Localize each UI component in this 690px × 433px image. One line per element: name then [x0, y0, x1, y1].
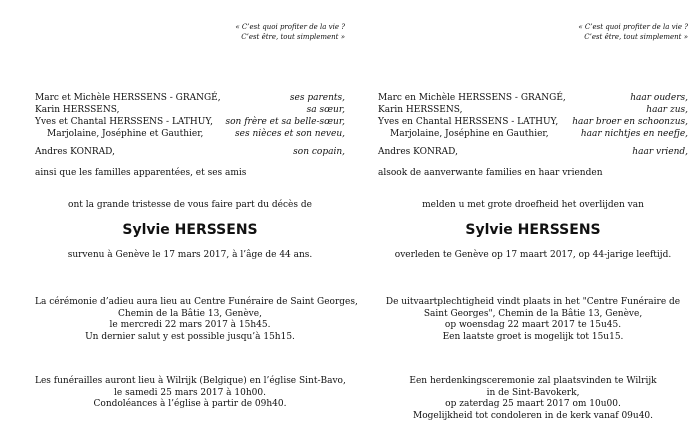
ceremony-block — [378, 297, 688, 343]
family-row — [35, 128, 345, 140]
ceremony-line: le mercredi 22 mars 2017 à 15h45. — [109, 320, 271, 330]
dutch-notice-panel — [378, 0, 688, 433]
family-relation: son frère et sa belle-sœur, — [225, 117, 345, 127]
family-relation: haar ouders, — [630, 93, 688, 103]
quote-line: « C’est quoi profiter de la vie ? — [578, 23, 688, 31]
family-row — [378, 128, 688, 140]
death-notice: overleden te Genève op 17 maart 2017, op 44-jarige leeftijd. — [394, 250, 672, 260]
family-relation: sa sœur, — [306, 105, 345, 115]
family-name: Marc en Michèle HERSSENS - GRANGÉ, — [378, 93, 566, 103]
partner-relation: haar vriend, — [632, 147, 688, 157]
family-row — [35, 116, 345, 128]
quote-line: « C’est quoi profiter de la vie ? — [235, 23, 345, 31]
partner-relation: son copain, — [293, 147, 345, 157]
funeral-block — [35, 376, 345, 411]
quote — [185, 22, 345, 42]
deceased-name: Sylvie HERSSENS — [122, 222, 258, 238]
family-name: Karin HERSSENS, — [378, 105, 463, 115]
french-notice-panel — [35, 0, 358, 433]
family-row — [35, 104, 345, 116]
family-name: Karin HERSSENS, — [35, 105, 120, 115]
family-relation: ses nièces et son neveu, — [235, 129, 345, 139]
ceremony-line: De uitvaartplechtigheid vindt plaats in het "Centre Funéraire de — [385, 297, 681, 307]
family-name: Marjolaine, Joséphine et Gauthier, — [47, 129, 204, 139]
quote — [528, 22, 688, 42]
family-name: Marjolaine, Joséphine en Gauthier, — [390, 129, 549, 139]
funeral-line: Mogelijkheid tot condoleren in de kerk vanaf 09u40. — [412, 410, 654, 421]
partner-name: Andres KONRAD, — [378, 147, 458, 157]
announcement: ont la grande tristesse de vous faire part du décès de — [68, 200, 312, 210]
family-relation: haar nichtjes en neefje, — [580, 129, 688, 139]
family-name: Yves et Chantal HERSSENS - LATHUY, — [35, 117, 214, 127]
partner-row — [35, 146, 345, 158]
quote-line: C’est être, tout simplement » — [584, 33, 688, 41]
family-row — [378, 104, 688, 116]
family-name: Marc et Michèle HERSSENS - GRANGÉ, — [35, 93, 221, 103]
ceremony-line: op woensdag 22 maart 2017 te 15u45. — [444, 320, 622, 330]
partner-row — [378, 146, 688, 158]
funeral-line: Condoléances à l’église à partir de 09h40. — [93, 399, 287, 409]
ceremony-block — [35, 297, 358, 343]
family-relation: ses parents, — [289, 93, 345, 103]
ceremony-line: La cérémonie d’adieu aura lieu au Centre Funéraire de Saint Georges, — [35, 297, 358, 307]
family-relation: haar zus, — [646, 105, 688, 115]
ceremony-line: Een laatste groet is mogelijk tot 15u15. — [442, 331, 624, 342]
ceremony-line: Un dernier salut y est possible jusqu’à 15h15. — [85, 331, 295, 342]
funeral-line: op zaterdag 25 maart 2017 om 10u00. — [445, 399, 621, 409]
family-row — [378, 116, 688, 128]
ceremony-line: Saint Georges", Chemin de la Bâtie 13, Genève, — [423, 308, 643, 319]
funeral-block — [378, 376, 688, 422]
partner-name: Andres KONRAD, — [35, 147, 115, 157]
ceremony-line: Chemin de la Bâtie 13, Genève, — [118, 308, 262, 319]
funeral-line: in de Sint-Bavokerk, — [486, 387, 580, 398]
funeral-line: le samedi 25 mars 2017 à 10h00. — [114, 387, 266, 398]
funeral-line: Les funérailles auront lieu à Wilrijk (Belgique) en l’église Sint-Bavo, — [35, 376, 346, 386]
family-name: Yves en Chantal HERSSENS - LATHUY, — [378, 117, 559, 127]
deceased-name: Sylvie HERSSENS — [465, 222, 601, 238]
relatives-line: alsook de aanverwante families en haar vrienden — [378, 168, 603, 178]
quote-line: C’est être, tout simplement » — [241, 33, 345, 41]
death-notice: survenu à Genève le 17 mars 2017, à l’âge de 44 ans. — [67, 250, 313, 260]
family-relation: haar broer en schoonzus, — [572, 117, 688, 127]
announcement: melden u met grote droefheid het overlijden van — [422, 200, 644, 210]
family-row — [35, 92, 345, 104]
family-row — [378, 92, 688, 104]
relatives-line: ainsi que les familles apparentées, et ses amis — [35, 168, 247, 178]
funeral-line: Een herdenkingsceremonie zal plaatsvinden te Wilrijk — [409, 376, 657, 386]
